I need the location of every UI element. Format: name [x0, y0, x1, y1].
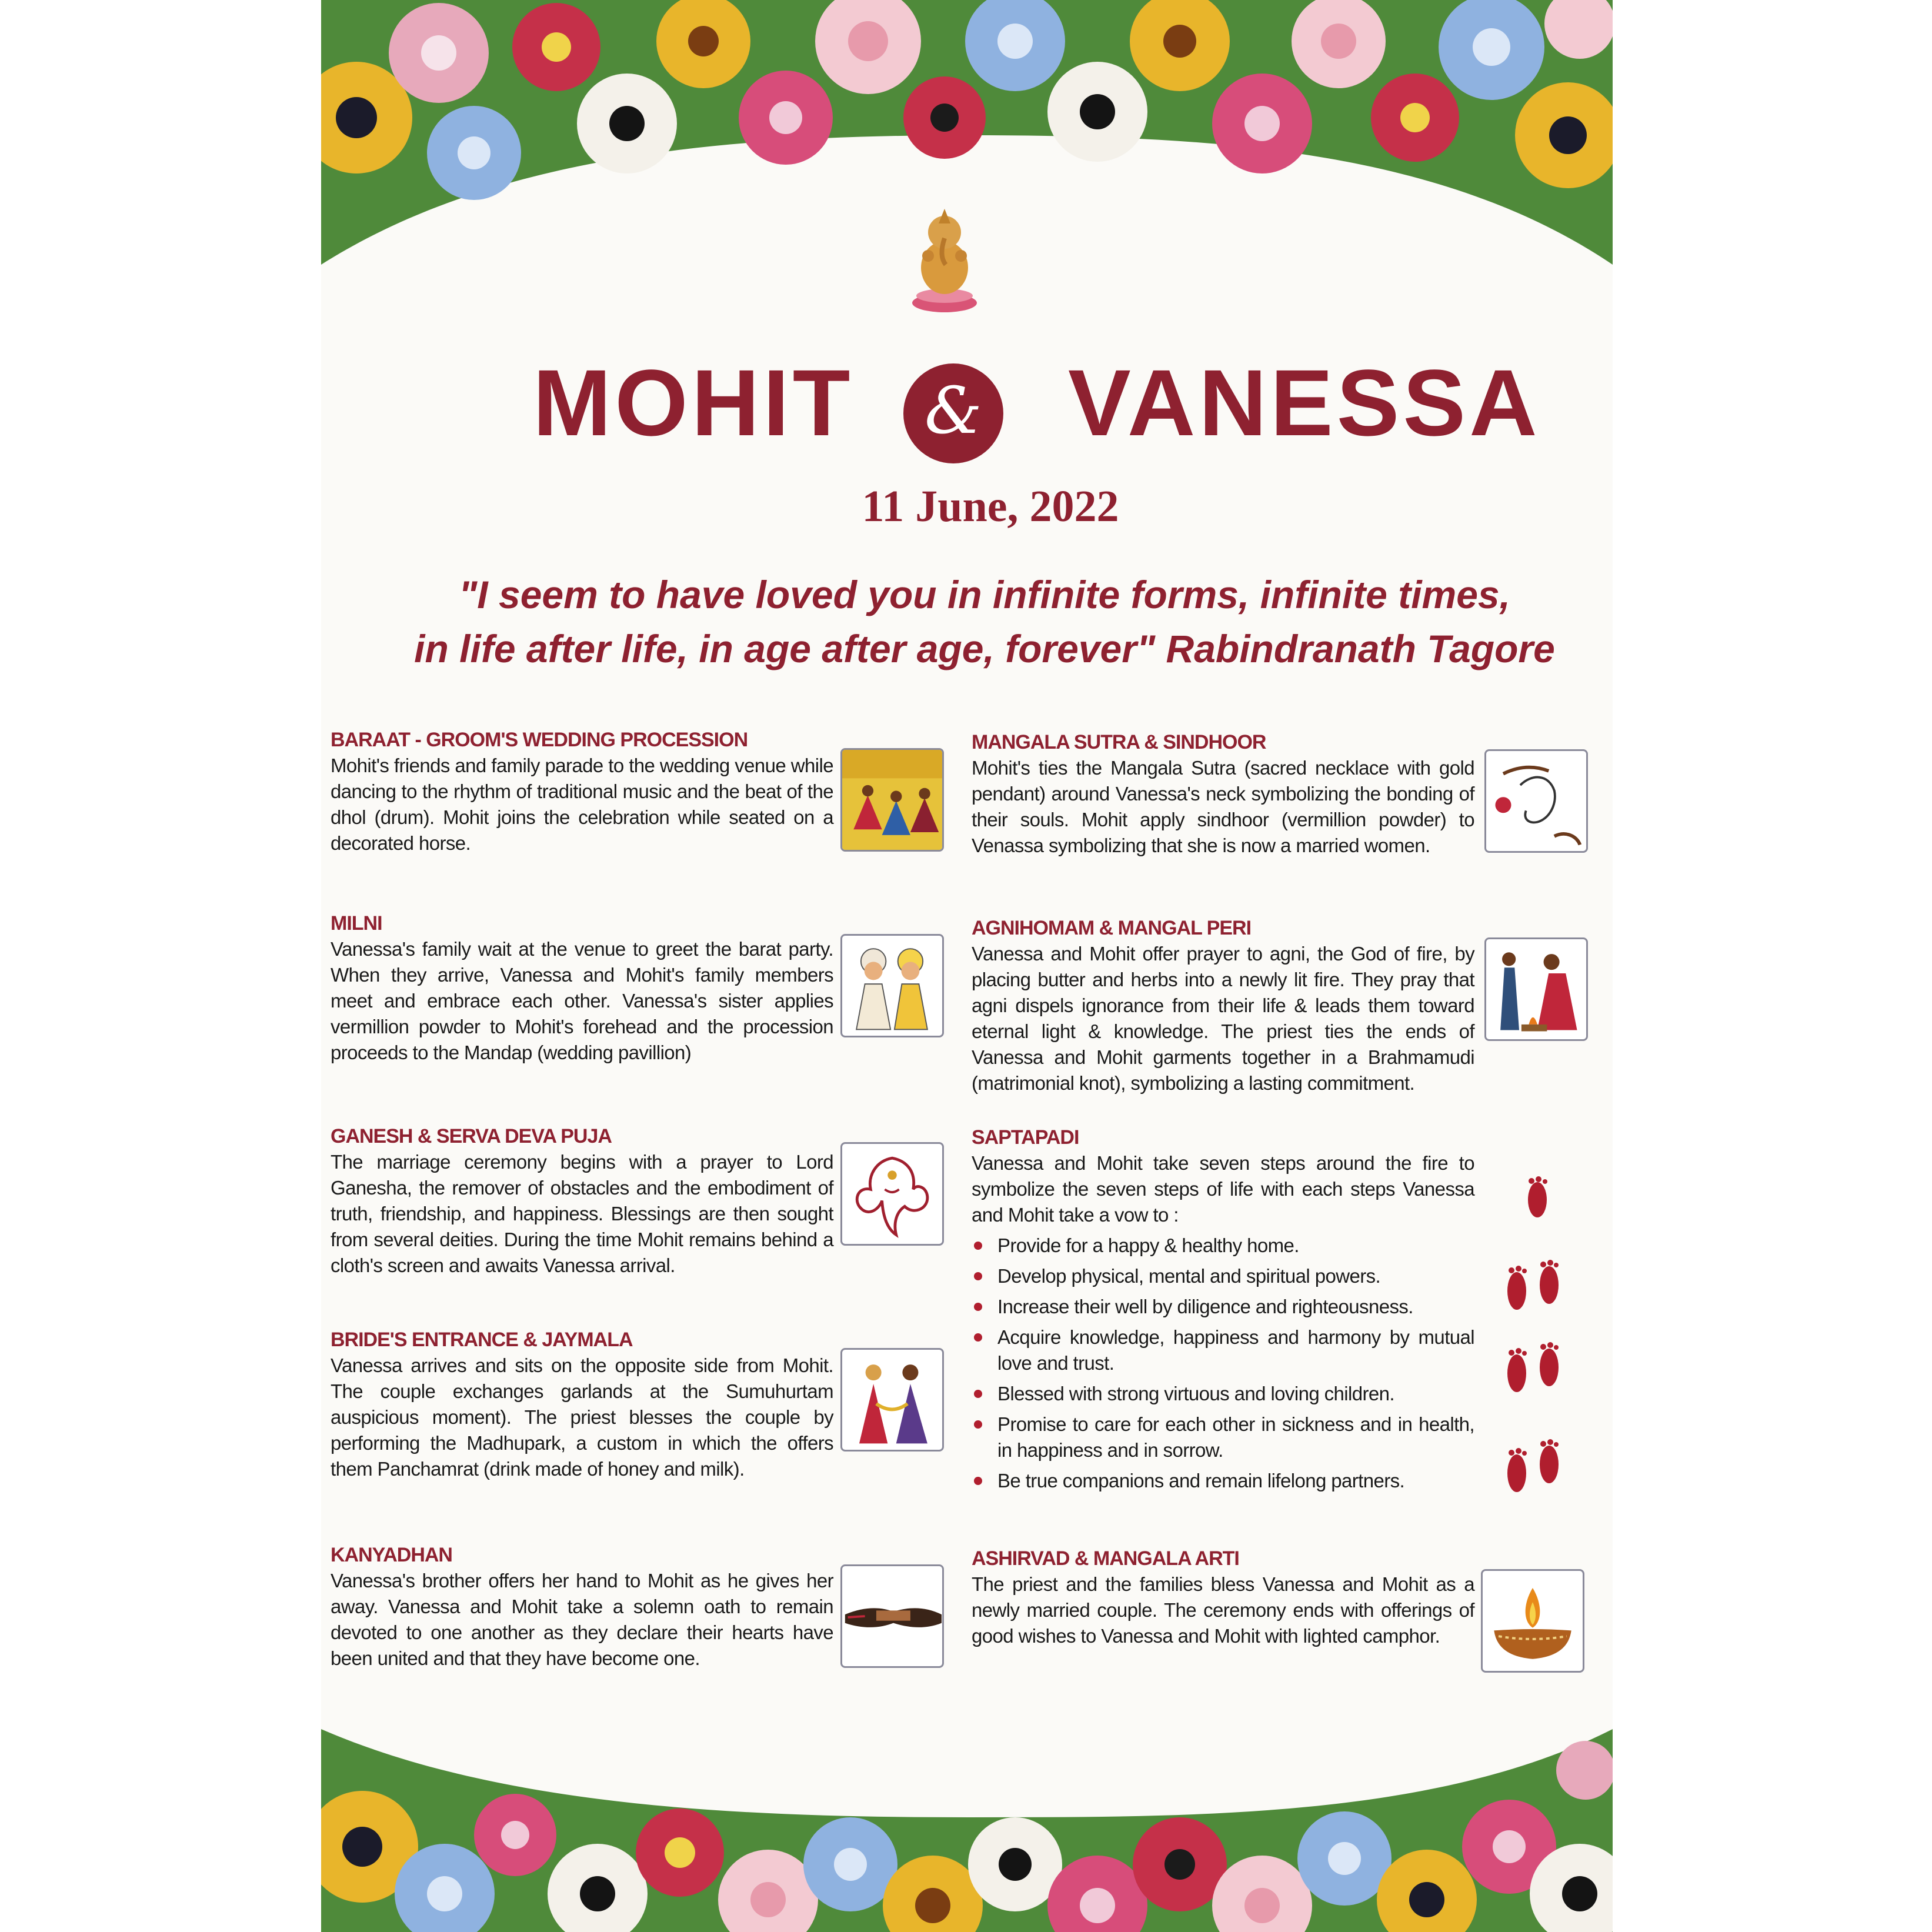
section-title: MILNI: [331, 912, 382, 935]
section-body: Vanessa and Mohit take seven steps around the fire to symbolize the seven steps of life with each steps Vanessa and Mohit take a vow to :: [972, 1152, 1474, 1226]
section-body: The marriage ceremony begins with a prayer to Lord Ganesha, the remover of obstacles and the embodiment of truth, friendship, and happiness. Blessings are then sought from several deities. During the time Mohit remains behind a cloth's screen and awaits Vanessa arrival.: [331, 1151, 833, 1276]
section-body: The priest and the families bless Vanessa and Mohit as a newly married couple. The ceremony ends with offerings of good wishes to Vanessa and Mohit with lighted camphor.: [972, 1573, 1474, 1647]
section-body: Vanessa's family wait at the venue to greet the barat party. When they arrive, Vanessa and Mohit's family members meet and embrace each other. Vanessa's sister applies vermillion powder to Mohit's forehead and the procession proceeds to the Mandap (wedding pavillion): [331, 938, 833, 1063]
sindhoor-icon: [1484, 749, 1588, 853]
section-title: BARAAT - GROOM'S WEDDING PROCESSION: [331, 729, 748, 751]
section-saptapadi: [972, 1125, 1474, 1499]
section-mangala-sutra: [972, 729, 1474, 859]
invitation-card: [321, 0, 1613, 1932]
floral-border-bottom: [321, 1717, 1613, 1932]
ampersand-badge: &: [903, 363, 1003, 463]
list-item: Be true companions and remain lifelong partners.: [972, 1468, 1474, 1494]
diya-lamp-icon: [1481, 1569, 1584, 1673]
section-title: ASHIRVAD & MANGALA ARTI: [972, 1547, 1239, 1570]
tagore-quote: [356, 568, 1577, 676]
section-body: Vanessa's brother offers her hand to Mohit as he gives her away. Vanessa and Mohit take a solemn oath to remain devoted to one another as they declare their hearts have been united and that they have become one.: [331, 1570, 833, 1669]
greeting-icon: [840, 934, 944, 1037]
section-ganesh-puja: [331, 1123, 833, 1279]
fire-ritual-icon: [1484, 937, 1588, 1041]
procession-icon: [840, 748, 944, 852]
section-title: GANESH & SERVA DEVA PUJA: [331, 1125, 612, 1147]
section-body: Mohit's ties the Mangala Sutra (sacred necklace with gold pendant) around Vanessa's neck symbolizing the bonding of their souls. Mohit apply sindhoor (vermillion powder) to Venassa symbolizing that she is now a married women.: [972, 757, 1474, 856]
bullet-icon: [974, 1333, 982, 1342]
list-item: Promise to care for each other in sickness and in health, in happiness and in sorrow.: [972, 1412, 1474, 1463]
couple-icon: [840, 1348, 944, 1451]
bullet-icon: [974, 1242, 982, 1250]
section-brides-entrance: [331, 1327, 833, 1482]
list-item: Provide for a happy & healthy home.: [972, 1233, 1474, 1259]
bullet-icon: [974, 1477, 982, 1485]
quote-line-2: in life after life, in age after age, forever" Rabindranath Tagore: [414, 627, 1555, 670]
section-title: SAPTAPADI: [972, 1126, 1079, 1149]
section-title: MANGALA SUTRA & SINDHOOR: [972, 731, 1266, 753]
bullet-icon: [974, 1272, 982, 1280]
bride-name: VANESSA: [1068, 350, 1541, 455]
list-item: Increase their well by diligence and righteousness.: [972, 1294, 1474, 1320]
section-body: Mohit's friends and family parade to the wedding venue while dancing to the rhythm of traditional music and the beat of the dhol (drum). Mohit joins the celebration while seated on a decorated horse.: [331, 755, 833, 854]
list-item: Blessed with strong virtuous and loving children.: [972, 1381, 1474, 1407]
section-title: KANYADHAN: [331, 1544, 452, 1566]
ganesha-icon: [840, 1142, 944, 1246]
list-item: Develop physical, mental and spiritual powers.: [972, 1263, 1474, 1289]
groom-name: MOHIT: [533, 350, 854, 455]
wedding-date: 11 June, 2022: [862, 482, 1119, 531]
bullet-icon: [974, 1303, 982, 1311]
section-baraat: [331, 727, 833, 856]
list-item: Acquire knowledge, happiness and harmony by mutual love and trust.: [972, 1324, 1474, 1376]
section-body: Vanessa and Mohit offer prayer to agni, the God of fire, by placing butter and herbs into a newly lit fire. They pray that agni dispels ignorance from their life & leads them toward eternal light & knowledge. The priest ties the ends of Vanessa and Mohit garments together in a Brahmamudi (matrimonial knot), symbolizing a lasting commitment.: [972, 943, 1474, 1094]
bullet-icon: [974, 1420, 982, 1429]
quote-line-1: "I seem to have loved you in infinite forms, infinite times,: [459, 573, 1510, 616]
section-title: AGNIHOMAM & MANGAL PERI: [972, 917, 1252, 939]
bullet-icon: [974, 1390, 982, 1398]
section-ashirvad: [972, 1546, 1474, 1649]
section-title: BRIDE'S ENTRANCE & JAYMALA: [331, 1329, 633, 1351]
vow-list: [972, 1233, 1474, 1494]
section-body: Vanessa arrives and sits on the opposite side from Mohit. The couple exchanges garlands at the Sumuhurtam auspicious moment). The priest blesses the couple by performing the Madhupark, a custom in which the offers them Panchamrat (drink made of honey and milk).: [331, 1354, 833, 1480]
section-milni: [331, 910, 833, 1066]
couple-title: [321, 347, 1613, 459]
section-agnihomam: [972, 915, 1474, 1096]
footprints-icon: [1496, 1176, 1567, 1517]
ganesha-idol-image: [909, 197, 980, 315]
section-kanyadhan: [331, 1542, 833, 1671]
joined-hands-icon: [840, 1564, 944, 1668]
